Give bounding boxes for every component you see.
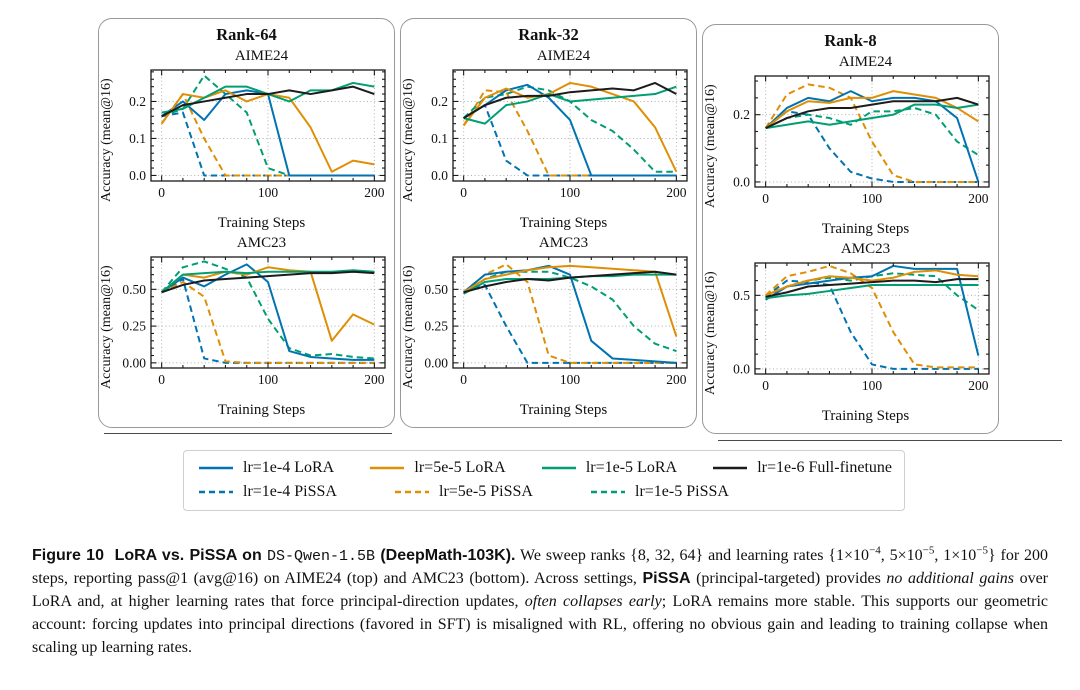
- panel-title-rank-32: Rank-32: [518, 25, 579, 44]
- series-line: [464, 83, 677, 172]
- chart-rank8-amc23: [719, 258, 995, 408]
- legend-row: [198, 459, 892, 477]
- line-chart-svg: [115, 65, 391, 215]
- legend-item: [394, 483, 590, 501]
- legend-label: lr=1e-5 PiSSA: [635, 483, 729, 500]
- y-tick-label: 0.25: [424, 318, 448, 334]
- subplot-title: AIME24: [536, 48, 591, 64]
- caption-segment: We sweep ranks {8, 32, 64} and learning rates {1×10: [515, 547, 870, 564]
- legend-label: lr=1e-6 Full-finetune: [757, 459, 892, 476]
- subplot-rank64-aime24: [99, 48, 394, 232]
- series-line: [162, 279, 375, 363]
- y-tick-label: 0.0: [129, 167, 146, 183]
- x-tick-label: 100: [861, 378, 883, 393]
- y-tick-label: 0.2: [431, 93, 448, 109]
- legend-line-sample: [590, 486, 626, 498]
- subplot-rank8-amc23: [703, 241, 998, 425]
- legend: [183, 450, 905, 511]
- subplot-title: AIME24: [234, 48, 289, 64]
- caption-segment: DS-Qwen-1.5B: [267, 548, 376, 565]
- panel-title-rank-8: Rank-8: [824, 31, 877, 50]
- y-tick-label: 0.50: [424, 281, 448, 297]
- subplot-title: AIME24: [838, 54, 893, 70]
- legend-item: [198, 459, 369, 477]
- x-tick-label: 200: [666, 185, 687, 200]
- y-tick-label: 0.0: [431, 167, 448, 183]
- legend-item: [590, 483, 786, 501]
- x-axis-label: Training Steps: [821, 221, 910, 237]
- legend-line-sample: [369, 462, 405, 474]
- figure-panels: [98, 18, 999, 434]
- y-axis-label: Accuracy (mean@16): [99, 265, 114, 389]
- x-tick-label: 100: [559, 185, 581, 200]
- y-tick-label: 0.00: [122, 355, 146, 371]
- caption-segment: } for 200 steps, reporting pass@1 (avg@16) on AIME24 (top) and AMC23 (bottom). Across settings,: [32, 547, 1049, 587]
- x-tick-label: 0: [762, 191, 770, 206]
- subplot-rank64-amc23: [99, 235, 394, 419]
- y-tick-label: 0.2: [733, 107, 750, 123]
- panel-title-rank-64: Rank-64: [216, 25, 277, 44]
- y-tick-label: 0.2: [129, 93, 146, 109]
- x-tick-label: 0: [762, 378, 770, 393]
- y-axis-label: Accuracy (mean@16): [99, 78, 114, 202]
- legend-line-sample: [541, 462, 577, 474]
- series-line: [766, 111, 979, 182]
- table-rule-left: [104, 433, 392, 434]
- chart-rank32-aime24: [417, 65, 693, 215]
- panel-rank-32: [400, 18, 697, 428]
- y-tick-label: 0.25: [122, 318, 146, 334]
- x-tick-label: 100: [257, 372, 279, 387]
- x-tick-label: 100: [559, 372, 581, 387]
- x-axis-label: Training Steps: [519, 402, 608, 418]
- caption-segment: −4: [869, 544, 881, 557]
- y-tick-label: 0.0: [733, 361, 750, 377]
- caption-segment: ; LoRA remains more stable. This supports our geometric account: forcing updates into principal directions (favored in SFT) is misaligned with RL, offering no obvious gain and leading to training collapse when scaling up learning rates.: [32, 592, 1048, 656]
- x-tick-label: 100: [257, 185, 279, 200]
- subplot-rank32-amc23: [401, 235, 696, 419]
- y-tick-label: 0.5: [733, 287, 750, 303]
- caption-segment: over LoRA and, at higher learning rates that force principal-direction updates,: [32, 569, 1048, 610]
- caption-segment: −5: [922, 544, 935, 557]
- chart-rank8-aime24: [719, 71, 995, 221]
- x-tick-label: 0: [158, 185, 166, 200]
- subplot-title: AMC23: [236, 235, 287, 251]
- y-axis-label: Accuracy (mean@16): [703, 271, 718, 395]
- y-tick-label: 0.50: [122, 281, 146, 297]
- x-tick-label: 100: [861, 191, 883, 206]
- y-axis-label: Accuracy (mean@16): [401, 265, 416, 389]
- caption-segment: Figure 10 LoRA vs. PiSSA on: [32, 547, 268, 564]
- line-chart-svg: [417, 65, 693, 215]
- x-tick-label: 200: [666, 372, 687, 387]
- legend-item: [369, 459, 540, 477]
- chart-rank64-aime24: [115, 65, 391, 215]
- y-tick-label: 0.1: [129, 130, 146, 146]
- legend-label: lr=1e-4 LoRA: [243, 459, 335, 476]
- caption-segment: , 1×10: [934, 547, 977, 564]
- caption-segment: (principal-targeted) provides: [690, 569, 887, 587]
- legend-item: [198, 483, 394, 501]
- line-chart-svg: [719, 258, 995, 408]
- x-axis-label: Training Steps: [217, 215, 306, 231]
- y-axis-label: Accuracy (mean@16): [703, 84, 718, 208]
- x-tick-label: 200: [364, 185, 385, 200]
- line-chart-svg: [115, 252, 391, 402]
- x-axis-label: Training Steps: [821, 408, 910, 424]
- x-tick-label: 200: [968, 378, 989, 393]
- legend-row: [198, 483, 892, 501]
- x-tick-label: 0: [158, 372, 166, 387]
- line-chart-svg: [417, 252, 693, 402]
- x-axis-label: Training Steps: [217, 402, 306, 418]
- subplot-rank8-aime24: [703, 54, 998, 238]
- panel-rank-8: [702, 24, 999, 434]
- table-rule-right: [718, 440, 1062, 441]
- caption-segment: −5: [976, 544, 988, 557]
- chart-rank32-amc23: [417, 252, 693, 402]
- legend-item: [541, 459, 712, 477]
- legend-line-sample: [394, 486, 430, 498]
- y-tick-label: 0.00: [424, 355, 448, 371]
- series-line: [766, 273, 979, 310]
- chart-rank64-amc23: [115, 252, 391, 402]
- caption-segment: PiSSA: [642, 569, 691, 587]
- legend-label: lr=1e-4 PiSSA: [243, 483, 337, 500]
- legend-item: [712, 459, 892, 477]
- legend-line-sample: [198, 462, 234, 474]
- y-tick-label: 0.1: [431, 130, 448, 146]
- y-tick-label: 0.0: [733, 174, 750, 190]
- caption-segment: often collapses early: [524, 592, 662, 610]
- subplot-rank32-aime24: [401, 48, 696, 232]
- caption-segment: (DeepMath-103K).: [375, 547, 516, 564]
- panel-rank-64: [98, 18, 395, 428]
- legend-line-sample: [198, 486, 234, 498]
- subplot-title: AMC23: [538, 235, 589, 251]
- line-chart-svg: [719, 71, 995, 221]
- legend-label: lr=5e-5 LoRA: [414, 459, 506, 476]
- x-tick-label: 0: [460, 372, 468, 387]
- caption-segment: , 5×10: [880, 547, 923, 564]
- x-tick-label: 0: [460, 185, 468, 200]
- x-axis-label: Training Steps: [519, 215, 608, 231]
- x-tick-label: 200: [364, 372, 385, 387]
- legend-label: lr=1e-5 LoRA: [585, 459, 678, 476]
- x-tick-label: 200: [968, 191, 989, 206]
- figure-caption: [32, 545, 1048, 659]
- subplot-title: AMC23: [840, 241, 891, 257]
- caption-segment: no additional gains: [886, 569, 1014, 587]
- y-axis-label: Accuracy (mean@16): [401, 78, 416, 202]
- legend-line-sample: [712, 462, 748, 474]
- legend-label: lr=5e-5 PiSSA: [439, 483, 533, 500]
